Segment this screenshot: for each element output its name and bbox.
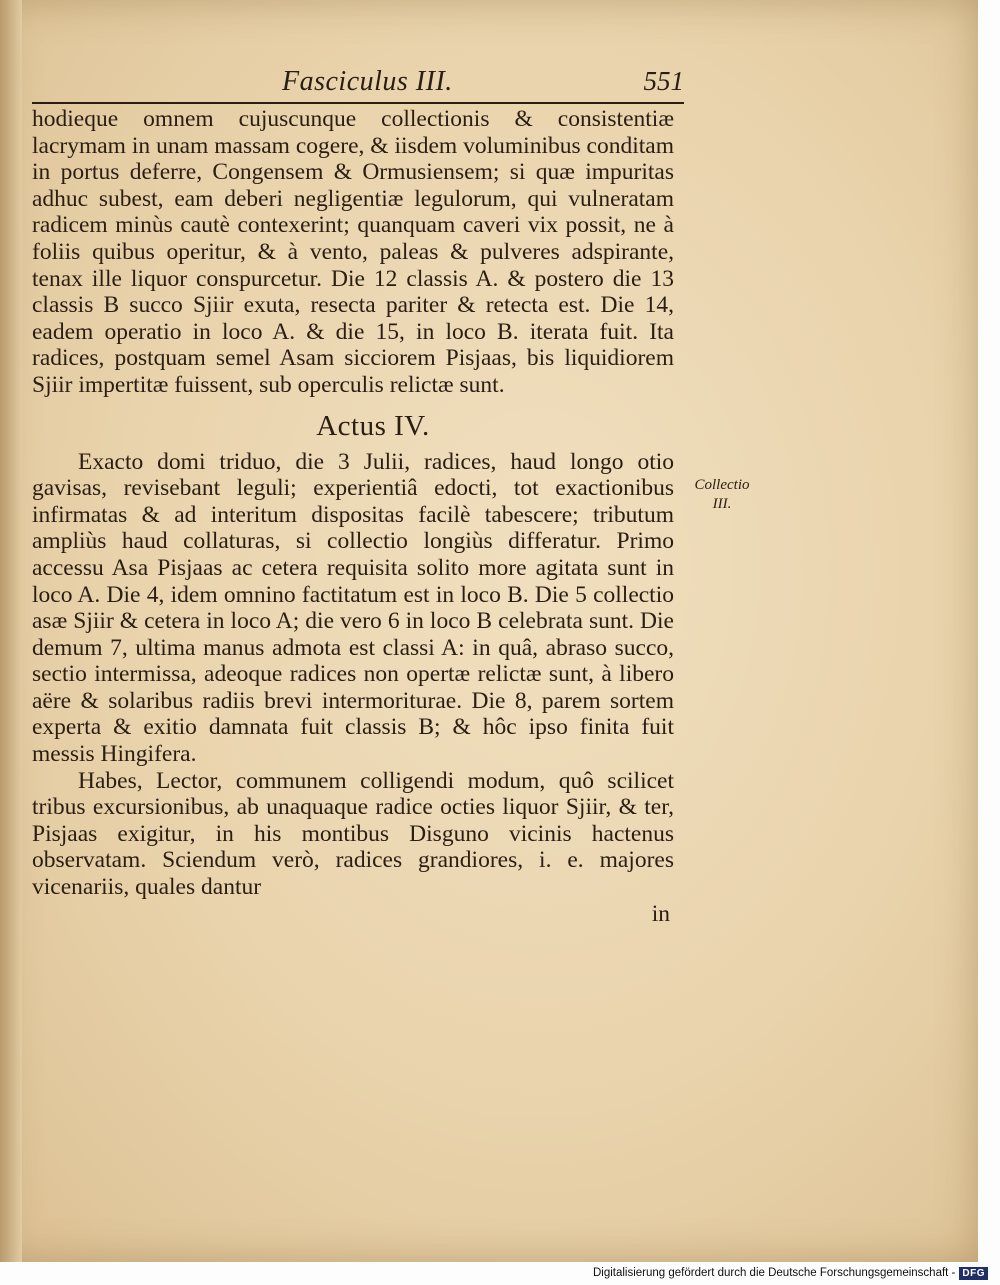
- section-heading: Actus IV.: [316, 409, 430, 442]
- body-text: [32, 106, 674, 927]
- catchword: in: [651, 900, 670, 927]
- page-header: [32, 66, 684, 100]
- margin-note: [684, 476, 760, 514]
- margin-note-line1: Collectio: [694, 477, 750, 493]
- page-number: 551: [643, 66, 684, 96]
- header-rule: [32, 102, 684, 104]
- dfg-logo: DFG: [959, 1267, 988, 1280]
- margin-note-line2: III.: [712, 496, 732, 512]
- page-gutter-shadow: [0, 0, 22, 1262]
- paragraph-2: Exacto domi triduo, die 3 Julii, radices, haud longo otio gavisas, revisebant leguli; experientiâ edocti, tot exactionibus infirmatas & ad interitum dispositas facilè tabescere; tributum ampliùs haud collaturas, si collectio longiùs differatur. Primo accessu Asa Pisjaas ac cetera requisita solito more agitata sunt in loco A. Die 4, idem omnino factitatum est in loco B. Die 5 collectio asæ Sjiir & cetera in loco A; die vero 6 in loco B celebrata sunt. Die demum 7, ultima manus admota est classi A: in quâ, abraso succo, sectio intermissa, adeoque radices non opertæ relictæ sunt, à libero aëre & solaribus radiis brevi intermoriturae. Die 8, parem sortem experta & exitio damnata fuit classis B; & hôc ipso finita fuit messis Hingifera.: [32, 448, 674, 768]
- paragraph-1: hodieque omnem cujuscunque collectionis & consistentiæ lacrymam in unam massam cogere, & iisdem voluminibus conditam in portus deferre, Congensem & Ormusiensem; si quæ impuritas adhuc subest, eam deberi negligentiæ legulorum, qui vulneratam radicem minùs cautè contexerint; quanquam caveri vix possit, ne à foliis quibus operitur, & à vento, paleas & pulveres adspirante, tenax ille liquor conspurcetur. Die 12 classis A. & postero die 13 classis B succo Sjiir exuta, resecta pariter & retecta est. Die 14, eadem operatio in loco A. & die 15, in loco B. iterata fuit. Ita radices, postquam semel Asam sicciorem Pisjaas, bis liquidiorem Sjiir impertitæ fuissent, sub operculis relictæ sunt.: [32, 106, 674, 398]
- digitization-footer: [593, 1265, 988, 1281]
- footer-credit: Digitalisierung gefördert durch die Deutsche Forschungsgemeinschaft -: [592, 1267, 956, 1279]
- running-title: Fasciculus III.: [282, 66, 453, 97]
- paragraph-3: Habes, Lector, communem colligendi modum, quô scilicet tribus excursionibus, ab unaquaque radice octies liquor Sjiir, & ter, Pisjaas exigitur, in his montibus Disguno vicinis hactenus observatam. Sciendum verò, radices grandiores, i. e. majores vicenariis, quales dantur: [32, 767, 674, 901]
